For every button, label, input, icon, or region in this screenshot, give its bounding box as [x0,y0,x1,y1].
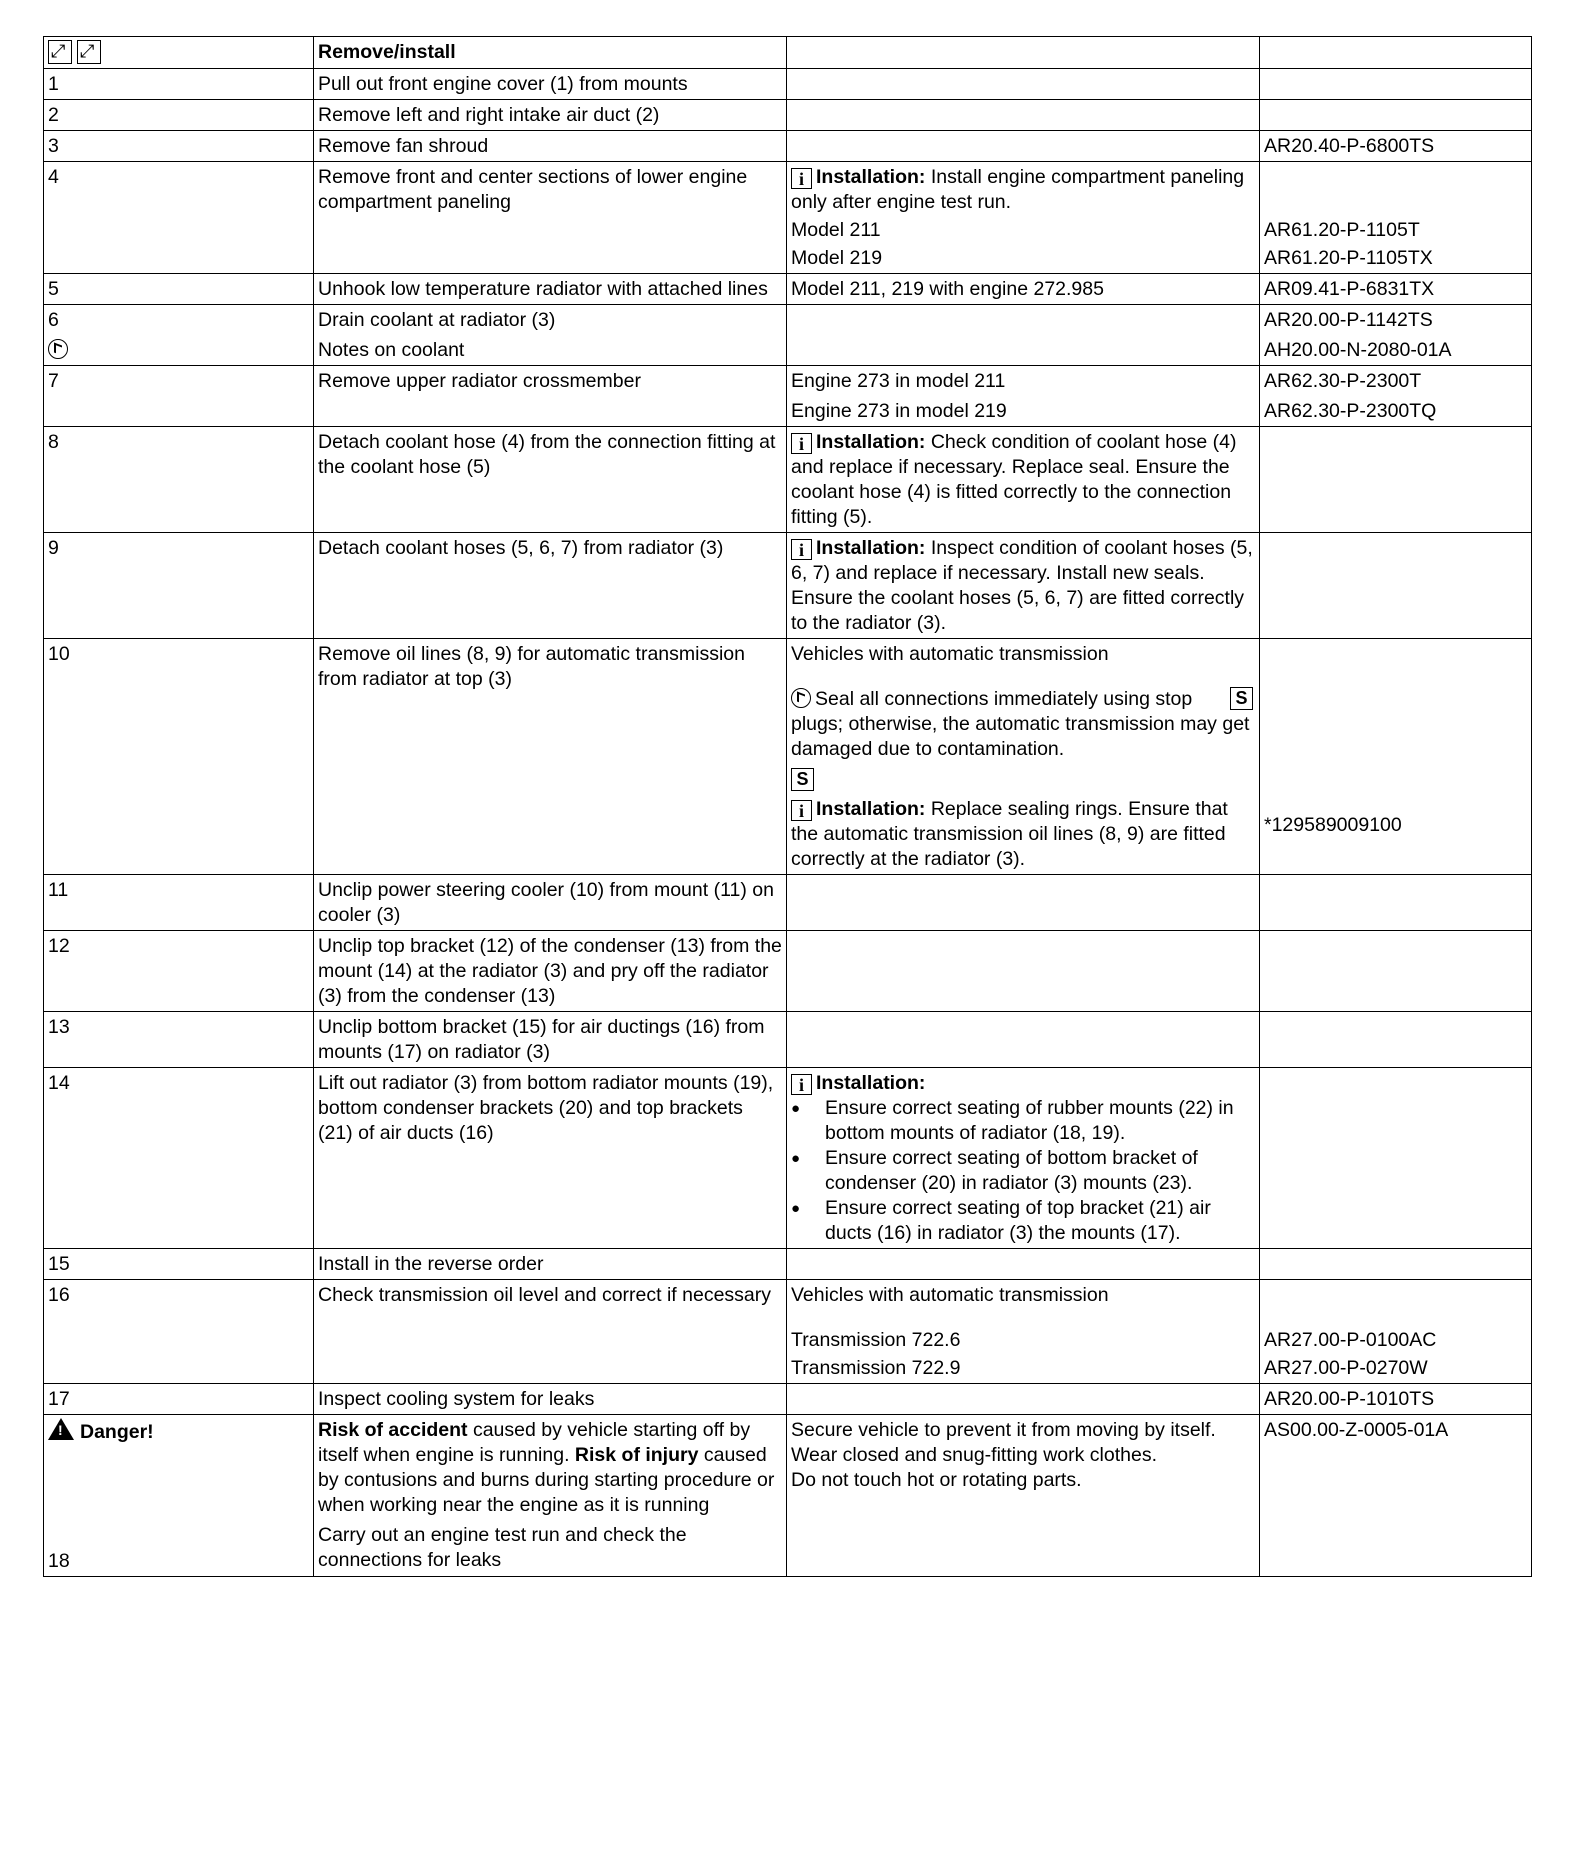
table-row [44,639,1532,875]
table-row [44,1384,1532,1415]
model-info: Model 219 [791,247,883,269]
step-number: 13 [48,1016,70,1038]
table-row [44,1012,1532,1068]
caution-text: Seal all connections immediately using stop plugs; otherwise, the automatic transmission may get damaged due to contamination. [791,688,1250,760]
list-item: ● Ensure correct seating of bottom bracket of condenser (20) in radiator (3) mounts (23). [791,1146,1255,1196]
special-tool-icon: S [1230,687,1253,710]
document-reference[interactable]: AR61.20-P-1105T [1264,219,1420,241]
step-number: 18 [48,1550,70,1572]
step-number: 4 [48,166,59,188]
table-row [44,1249,1532,1280]
table-row [44,1415,1532,1577]
step-text: Detach coolant hose (4) from the connection fitting at the coolant hose (5) [318,431,776,478]
step-number: 2 [48,104,59,126]
expand-icon [48,40,72,64]
table-row [44,131,1532,162]
table-row [44,162,1532,274]
table-row [44,533,1532,639]
document-reference[interactable]: AH20.00-N-2080-01A [1264,339,1452,361]
model-info: Vehicles with automatic transmission [791,1284,1109,1306]
risk-label: Risk of injury [574,1444,699,1466]
step-number: 14 [48,1072,70,1094]
step-text: Inspect cooling system for leaks [318,1388,595,1410]
info-icon: i [791,433,812,454]
installation-label: Installation: [816,431,926,453]
step-text: Drain coolant at radiator (3) [318,309,556,331]
header-title-cell [314,37,787,69]
table-row [44,69,1532,100]
installation-note: Inspect condition of coolant hoses (5, 6, 7) and replace if necessary. Install new seals. Ensure the coolant hoses (5, 6, 7) are fitted correctly to the radiator (3). [791,537,1253,634]
danger-label: Danger! [80,1421,154,1443]
tool-reference[interactable]: *129589009100 [1264,814,1402,836]
model-info: Model 211, 219 with engine 272.985 [791,278,1104,300]
installation-label: Installation: [816,798,926,820]
document-reference[interactable]: AR20.40-P-6800TS [1264,135,1435,157]
safety-measure: Wear closed and snug-fitting work clothes. [791,1444,1157,1466]
step-text: Check transmission oil level and correct if necessary [318,1284,772,1306]
risk-label: Risk of accident [318,1419,468,1441]
model-info: Transmission 722.6 [791,1329,961,1351]
step-text: Unclip power steering cooler (10) from mount (11) on cooler (3) [318,879,774,926]
installation-label: Installation: [816,537,926,559]
step-number: 7 [48,370,59,392]
table-row [44,274,1532,305]
list-item: ● Ensure correct seating of rubber mounts (22) in bottom mounts of radiator (18, 19). [791,1096,1255,1146]
document-reference[interactable]: AS00.00-Z-0005-01A [1264,1419,1449,1441]
installation-label: Installation: [816,1072,926,1094]
step-number: 10 [48,643,70,665]
table-row [44,931,1532,1012]
table-header-row [44,37,1532,69]
info-icon: i [791,168,812,189]
risk-text: caused by vehicle starting off by itself when engine is running. [318,1419,751,1466]
table-row [44,1068,1532,1249]
header-icons-cell [44,37,314,69]
document-reference[interactable]: AR20.00-P-1010TS [1264,1388,1435,1410]
step-text: Unclip top bracket (12) of the condenser (13) from the mount (14) at the radiator (3) and pry off the radiator (3) from the condenser (13) [318,935,782,1007]
table-row [44,305,1532,366]
special-tool-icon: S [791,768,814,791]
step-text: Remove front and center sections of lower engine compartment paneling [318,166,748,213]
step-number: 11 [48,879,69,901]
caution-icon [791,688,811,708]
warning-icon [48,1418,74,1440]
table-row [44,100,1532,131]
model-info: Transmission 722.9 [791,1357,961,1379]
document-reference[interactable]: AR27.00-P-0270W [1264,1357,1428,1379]
procedure-table [43,36,1532,1577]
document-reference[interactable]: AR62.30-P-2300TQ [1264,400,1437,422]
info-icon: i [791,1074,812,1095]
notes-text: Notes on coolant [318,339,465,361]
installation-note: Install engine compartment paneling only after engine test run. [791,166,1245,213]
model-info: Vehicles with automatic transmission [791,643,1109,665]
installation-bullet-list [791,1096,1255,1246]
step-number: 9 [48,537,59,559]
step-text: Remove fan shroud [318,135,489,157]
list-item: ● Ensure correct seating of top bracket (21) air ducts (16) in radiator (3) the mounts (17). [791,1196,1255,1246]
step-text: Remove oil lines (8, 9) for automatic transmission from radiator at top (3) [318,643,745,690]
step-number: 1 [48,73,59,95]
info-icon: i [791,800,812,821]
safety-measure: Secure vehicle to prevent it from moving by itself. [791,1419,1216,1441]
model-info: Model 211 [791,219,881,241]
table-row [44,875,1532,931]
step-text: Install in the reverse order [318,1253,544,1275]
installation-label: Installation: [816,166,926,188]
installation-note: Replace sealing rings. Ensure that the automatic transmission oil lines (8, 9) are fitted correctly at the radiator (3). [791,798,1228,870]
step-text: Unclip bottom bracket (15) for air ductings (16) from mounts (17) on radiator (3) [318,1016,765,1063]
document-reference[interactable]: AR27.00-P-0100AC [1264,1329,1437,1351]
step-text: Pull out front engine cover (1) from mounts [318,73,688,95]
step-text: Detach coolant hoses (5, 6, 7) from radiator (3) [318,537,724,559]
table-row [44,427,1532,533]
info-icon: i [791,539,812,560]
document-reference[interactable]: AR62.30-P-2300T [1264,370,1422,392]
model-info: Engine 273 in model 219 [791,400,1007,422]
step-number: 15 [48,1253,70,1275]
model-info: Engine 273 in model 211 [791,370,1006,392]
expand-icon [77,40,101,64]
safety-measure: Do not touch hot or rotating parts. [791,1469,1082,1491]
risk-text: caused by contusions and burns during starting procedure or when working near the engine as it is running [318,1444,775,1516]
step-number: 5 [48,278,59,300]
step-text: Remove upper radiator crossmember [318,370,641,392]
notes-icon [48,339,68,359]
step-number: 17 [48,1388,70,1410]
installation-note: Check condition of coolant hose (4) and replace if necessary. Replace seal. Ensure the coolant hose (4) is fitted correctly to the connection fitting (5). [791,431,1237,528]
document-reference[interactable]: AR09.41-P-6831TX [1264,278,1435,300]
step-text: Lift out radiator (3) from bottom radiator mounts (19), bottom condenser brackets (20) and top brackets (21) of air ducts (16) [318,1072,774,1144]
step-text: Carry out an engine test run and check the connections for leaks [318,1524,687,1571]
table-row [44,366,1532,427]
table-row [44,1280,1532,1384]
step-text: Unhook low temperature radiator with attached lines [318,278,768,300]
header-title: Remove/install [318,41,456,63]
step-number: 3 [48,135,59,157]
step-number: 12 [48,935,70,957]
step-number: 8 [48,431,59,453]
document-reference[interactable]: AR61.20-P-1105TX [1264,247,1433,269]
step-number: 6 [48,309,59,331]
step-number: 16 [48,1284,70,1306]
document-reference[interactable]: AR20.00-P-1142TS [1264,309,1433,331]
step-text: Remove left and right intake air duct (2) [318,104,660,126]
